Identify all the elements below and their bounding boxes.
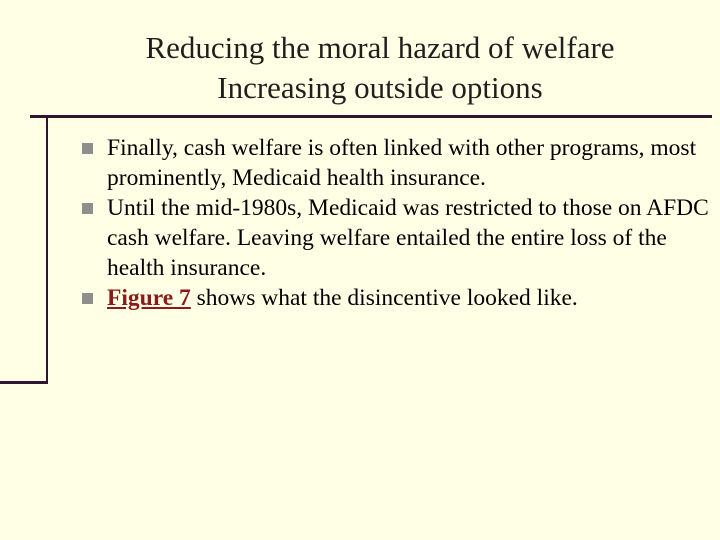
title-line-1: Reducing the moral hazard of welfare [145,30,615,65]
square-bullet-icon [82,293,93,304]
left-accent-bar [46,118,48,383]
bullet-text-2: Until the mid-1980s, Medicaid was restricted to those on AFDC cash welfare. Leaving welfare entailed the entire loss of the health insurance. [107,195,709,281]
bullet-text-1: Finally, cash welfare is often linked with other programs, most prominently, Medicaid health insurance. [107,135,697,191]
bullet-item-3 [82,283,712,313]
bullet-text-3 [107,283,712,313]
title-divider [30,115,712,118]
square-bullet-icon [82,143,93,154]
figure-7-link[interactable]: Figure 7 [107,285,191,311]
bullet-text-3-rest: shows what the disincentive looked like. [190,285,578,311]
bullet-item-1 [82,133,712,193]
left-accent-foot [0,381,48,384]
title-line-2: Increasing outside options [217,70,543,105]
slide-title [60,28,700,108]
bullet-item-2 [82,193,712,283]
square-bullet-icon [82,203,93,214]
bullet-list [82,133,712,313]
